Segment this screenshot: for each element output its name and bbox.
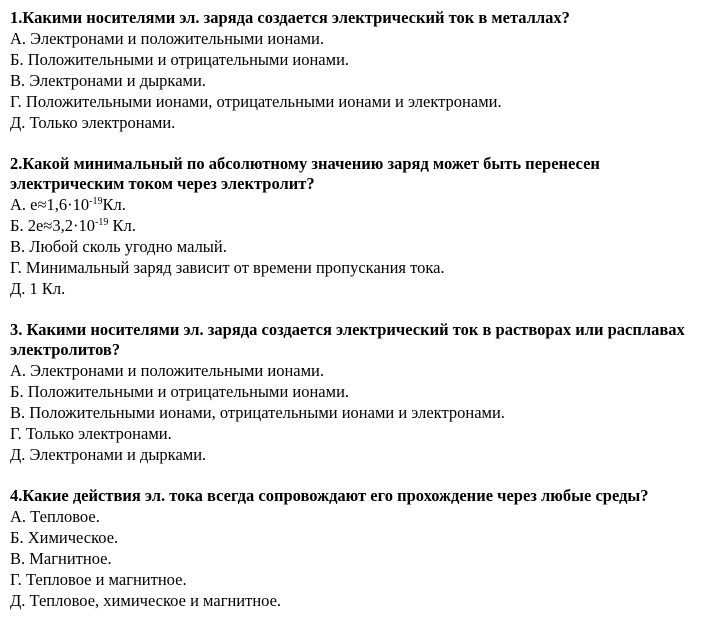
answer-option: Г. Положительными ионами, отрицательными ионами и электронами. [10, 92, 502, 111]
question-title: 1.Какими носителями эл. заряда создается электрический ток в металлах? [10, 8, 570, 27]
answer-option: А. Электронами и положительными ионами. [10, 361, 325, 380]
answer-option: Б. Химическое. [10, 528, 119, 547]
option-unit: Кл. [102, 195, 126, 214]
answer-options [10, 194, 690, 299]
option-text: А. e≈1,6·10 [10, 195, 90, 214]
answer-option: Д. Электронами и дырками. [10, 445, 207, 464]
answer-option: Д. Тепловое, химическое и магнитное. [10, 591, 282, 610]
answer-option: В. Любой сколь угодно малый. [10, 237, 227, 256]
exponent: -19 [94, 217, 109, 228]
question-title: 4.Какие действия эл. тока всегда сопровождают его прохождение через любые среды? [10, 486, 649, 505]
answer-options [10, 506, 690, 611]
answer-option: А. Тепловое. [10, 507, 100, 526]
option-unit: Кл. [108, 216, 136, 235]
answer-option: Д. Только электронами. [10, 113, 176, 132]
answer-option: А. Электронами и положительными ионами. [10, 29, 325, 48]
answer-options [10, 28, 690, 133]
answer-option: В. Электронами и дырками. [10, 71, 206, 90]
question-title: 3. Какими носителями эл. заряда создается электрический ток в растворах или расплавах электролитов? [10, 320, 685, 359]
answer-option: В. Магнитное. [10, 549, 112, 568]
answer-option: Г. Минимальный заряд зависит от времени пропускания тока. [10, 258, 445, 277]
answer-option: Г. Только электронами. [10, 424, 172, 443]
question-1 [10, 8, 690, 133]
question-4 [10, 486, 690, 611]
option-text: Б. 2e≈3,2·10 [10, 216, 95, 235]
answer-option: Г. Тепловое и магнитное. [10, 570, 187, 589]
question-2 [10, 154, 690, 299]
answer-option: Б. Положительными и отрицательными ионами. [10, 50, 350, 69]
answer-option: Д. 1 Кл. [10, 279, 66, 298]
answer-option [10, 194, 690, 215]
question-title: 2.Какой минимальный по абсолютному значению заряд может быть перенесен электрическим током через электролит? [10, 154, 600, 193]
exponent: -19 [89, 196, 103, 207]
question-3 [10, 320, 690, 465]
answer-option: Б. Положительными и отрицательными ионами. [10, 382, 350, 401]
answer-option [10, 215, 690, 236]
answer-options [10, 360, 690, 465]
answer-option: В. Положительными ионами, отрицательными ионами и электронами. [10, 403, 505, 422]
